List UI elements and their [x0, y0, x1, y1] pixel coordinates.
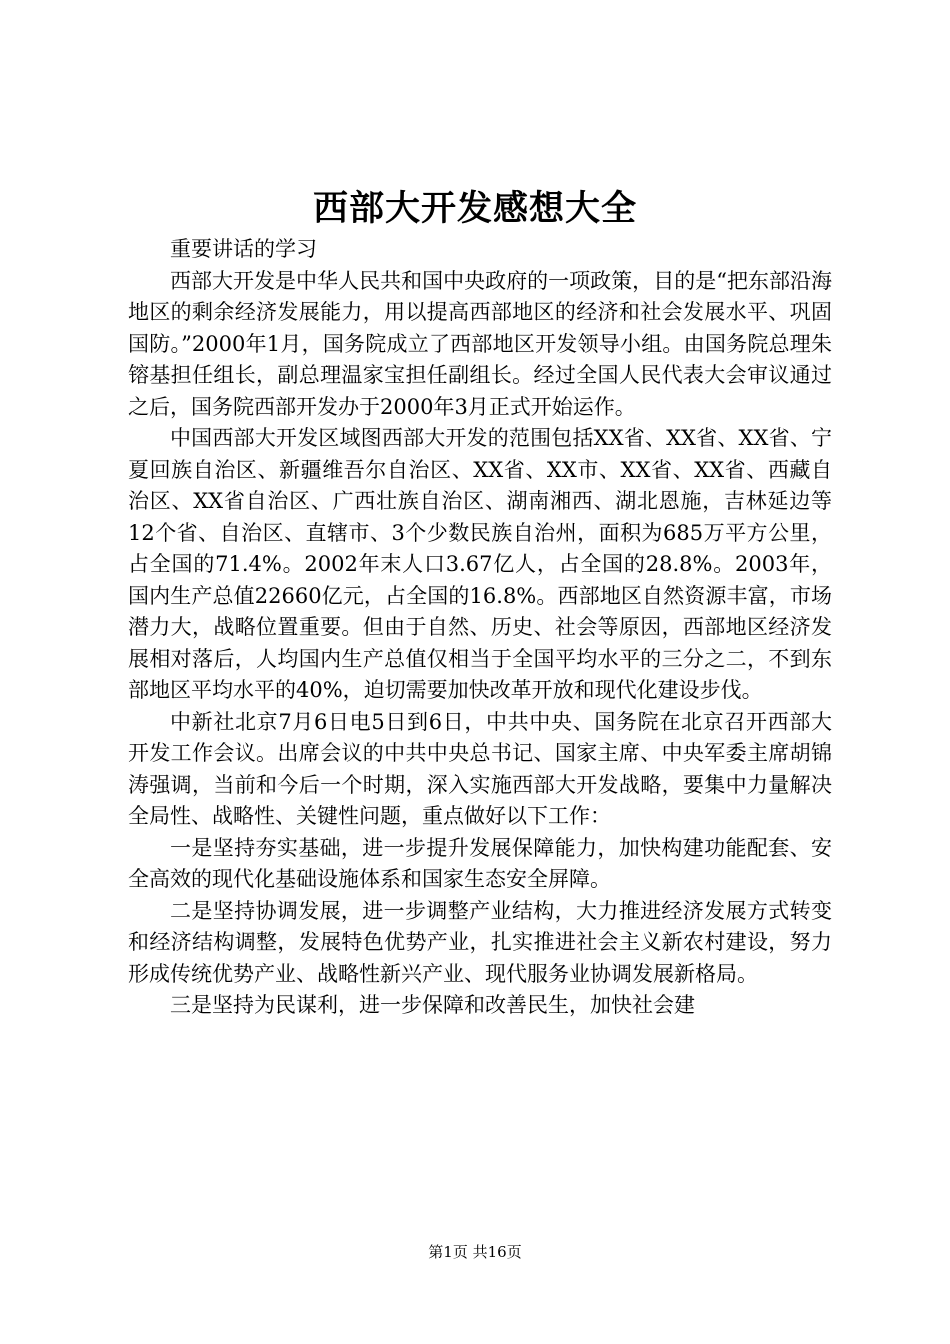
paragraph: 西部大开发是中华人民共和国中央政府的一项政策，目的是“把东部沿海地区的剩余经济发展能力，用以提高西部地区的经济和社会发展水平、巩固国防。”2000年1月，国务院成立了西部地区开发领导小组。由国务院总理朱镕基担任组长，副总理温家宝担任副组长。经过全国人民代表大会审议通过之后，国务院西部开发办于2000年3月正式开始运作。	[128, 268, 832, 419]
paragraph: 二是坚持协调发展，进一步调整产业结构，大力推进经济发展方式转变和经济结构调整，发展特色优势产业，扎实推进社会主义新农村建设，努力形成传统优势产业、战略性新兴产业、现代服务业协调发展新格局。	[128, 898, 832, 986]
paragraph: 中新社北京7月6日电5日到6日，中共中央、国务院在北京召开西部大开发工作会议。出席会议的中共中央总书记、国家主席、中央军委主席胡锦涛强调，当前和今后一个时期，深入实施西部大开发战略，要集中力量解决全局性、战略性、关键性问题，重点做好以下工作：	[128, 709, 832, 828]
page-footer: 第1页 共16页	[428, 1243, 522, 1261]
paragraph: 一是坚持夯实基础，进一步提升发展保障能力，加快构建功能配套、安全高效的现代化基础设施体系和国家生态安全屏障。	[128, 835, 832, 891]
document-title: 西部大开发感想大全	[312, 188, 637, 229]
paragraph: 中国西部大开发区域图西部大开发的范围包括XX省、XX省、XX省、宁夏回族自治区、新疆维吾尔自治区、XX省、XX市、XX省、XX省、西藏自治区、XX省自治区、广西壮族自治区、湖南湘西、湖北恩施，吉林延边等12个省、自治区、直辖市、3个少数民族自治州，面积为685万平方公里，占全国的71.4%。2002年末人口3.67亿人，占全国的28.8%。2003年，国内生产总值22660亿元，占全国的16.8%。西部地区自然资源丰富，市场潜力大，战略位置重要。但由于自然、历史、社会等原因，西部地区经济发展相对落后，人均国内生产总值仅相当于全国平均水平的三分之二，不到东部地区平均水平的40%，迫切需要加快改革开放和现代化建设步伐。	[128, 426, 832, 702]
paragraph: 三是坚持为民谋利，进一步保障和改善民生，加快社会建	[170, 993, 695, 1017]
document-body	[128, 234, 832, 1022]
paragraph-heading: 重要讲话的学习	[170, 237, 317, 261]
